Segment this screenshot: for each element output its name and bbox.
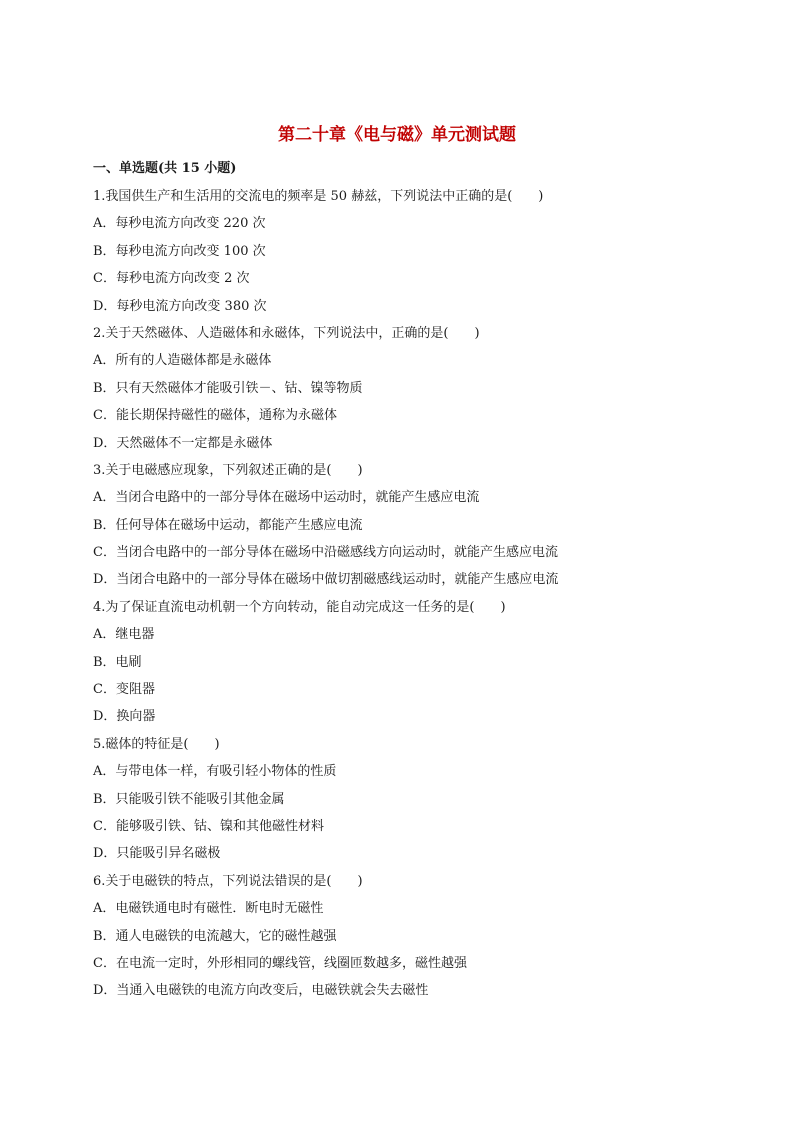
section-heading: 一、单选题(共 15 小题): [93, 161, 237, 176]
answer-option: A．继电器: [93, 627, 155, 643]
question-stem: 3.关于电磁感应现象，下列叙述正确的是( ): [93, 462, 363, 478]
question-stem: 5.磁体的特征是( ): [93, 736, 220, 752]
page-title: 第二十章《电与磁》单元测试题: [278, 125, 516, 145]
answer-option: D．换向器: [93, 709, 156, 725]
answer-option: B．只能吸引铁不能吸引其他金属: [93, 791, 285, 807]
answer-option: A．与带电体一样，有吸引轻小物体的性质: [93, 764, 337, 780]
answer-option: D．天然磁体不一定都是永磁体: [93, 435, 273, 451]
answer-option: A．每秒电流方向改变 220 次: [93, 216, 266, 232]
answer-option: B．只有天然磁体才能吸引铁－、钴、镍等物质: [93, 380, 363, 396]
answer-option: D．只能吸引异名磁极: [93, 846, 221, 862]
answer-option: A．当闭合电路中的一部分导体在磁场中运动时，就能产生感应电流: [93, 490, 480, 506]
answer-option: A．电磁铁通电时有磁性．断电时无磁性: [93, 901, 324, 917]
question-list: [93, 183, 713, 1005]
answer-option: B．通人电磁铁的电流越大，它的磁性越强: [93, 928, 337, 944]
answer-option: B．电刷: [93, 654, 142, 670]
answer-option: C．能长期保持磁性的磁体，通称为永磁体: [93, 408, 337, 424]
answer-option: D．当闭合电路中的一部分导体在磁场中做切割磁感线运动时，就能产生感应电流: [93, 572, 559, 588]
answer-option: D．每秒电流方向改变 380 次: [93, 298, 267, 314]
question-stem: 1.我国供生产和生活用的交流电的频率是 50 赫兹，下列说法中正确的是( ): [93, 189, 544, 204]
answer-option: B．任何导体在磁场中运动，都能产生感应电流: [93, 517, 363, 533]
answer-option: B．每秒电流方向改变 100 次: [93, 243, 266, 259]
question-stem: 4.为了保证直流电动机朝一个方向转动，能自动完成这一任务的是( ): [93, 599, 506, 615]
question-stem: 2.关于天然磁体、人造磁体和永磁体，下列说法中，正确的是( ): [93, 325, 480, 341]
question-stem: 6.关于电磁铁的特点，下列说法错误的是( ): [93, 873, 363, 889]
answer-option: C．当闭合电路中的一部分导体在磁场中沿磁感线方向运动时，就能产生感应电流: [93, 545, 558, 561]
answer-option: C．变阻器: [93, 682, 155, 698]
answer-option: C．在电流一定时，外形相同的螺线管，线圈匝数越多，磁性越强: [93, 955, 467, 971]
answer-option: D．当通入电磁铁的电流方向改变后，电磁铁就会失去磁性: [93, 983, 429, 999]
answer-option: C．能够吸引铁、钴、镍和其他磁性材料: [93, 818, 324, 834]
answer-option: C．每秒电流方向改变 2 次: [93, 271, 250, 287]
answer-option: A．所有的人造磁体都是永磁体: [93, 353, 272, 369]
